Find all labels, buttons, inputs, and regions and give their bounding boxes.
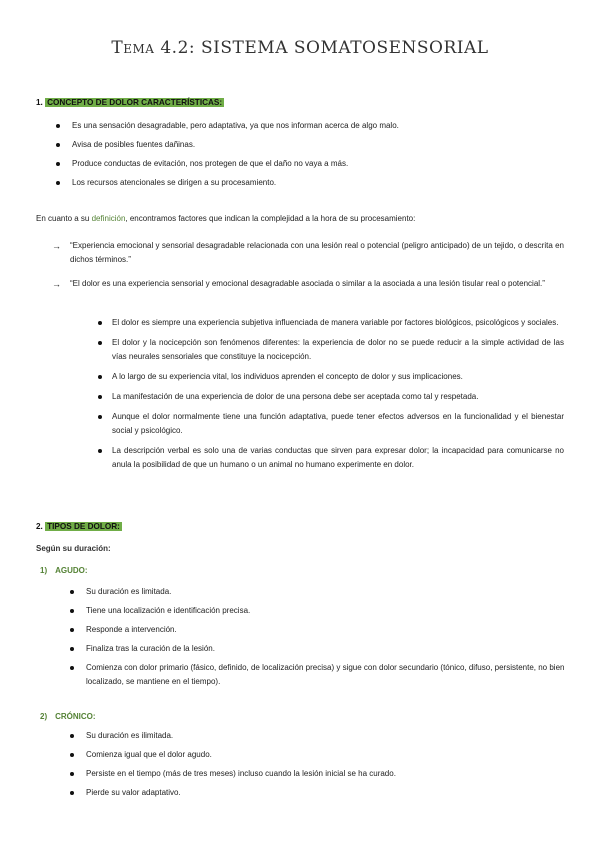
list-item: El dolor es siempre una experiencia subjetiva influenciada de manera variable por factores biológicos, psicológicos y sociales.	[96, 316, 564, 330]
chronic-number: 2)	[40, 712, 48, 721]
list-item: La descripción verbal es solo una de varias conductas que sirven para expresar dolor; la incapacidad para comunicarse no anula la posibilidad de que un humano o un animal no humano experimente en dolor.	[96, 444, 564, 472]
list-item: Produce conductas de evitación, nos protegen de que el daño no vaya a más.	[48, 157, 568, 171]
intro-text-before: En cuanto a su	[36, 214, 92, 223]
list-item: Avisa de posibles fuentes dañinas.	[48, 138, 568, 152]
section-2-title: TIPOS DE DOLOR:	[47, 522, 120, 531]
list-item: Persiste en el tiempo (más de tres meses) incluso cuando la lesión inicial se ha curado.	[66, 767, 566, 781]
list-item: El dolor y la nocicepción son fenómenos diferentes: la experiencia de dolor no se puede reducir a la simple actividad de las vías neurales sensoriales que constituye la nocicepción.	[96, 336, 564, 364]
section-2-subtitle: Según su duración:	[36, 544, 111, 553]
list-item: Su duración es limitada.	[66, 585, 566, 599]
list-item: Comienza igual que el dolor agudo.	[66, 748, 566, 762]
definition-text: “El dolor es una experiencia sensorial y emocional desagradable asociada o similar a la asociada a una lesión tisular real o potencial.”	[70, 279, 545, 288]
acute-bullet-list	[66, 585, 566, 694]
definition-list	[52, 239, 564, 301]
definition-item	[52, 239, 564, 267]
definition-intro	[36, 212, 566, 226]
page-title: Tema 4.2: SISTEMA SOMATOSENSORIAL	[111, 38, 489, 58]
list-item: Los recursos atencionales se dirigen a su procesamiento.	[48, 176, 568, 190]
acute-label: AGUDO:	[55, 566, 88, 575]
section-1-title: CONCEPTO DE DOLOR CARACTERÍSTICAS:	[47, 98, 223, 107]
list-item: Comienza con dolor primario (fásico, definido, de localización precisa) y sigue con dolor secundario (tónico, difuso, persistente, no bien localizado, se mantiene en el tiempo).	[66, 661, 566, 689]
list-item: Su duración es ilimitada.	[66, 729, 566, 743]
chronic-heading	[40, 712, 96, 721]
arrow-icon: →	[52, 279, 61, 289]
arrow-icon: →	[52, 241, 61, 251]
section-1-number: 1.	[36, 98, 43, 107]
list-item: Pierde su valor adaptativo.	[66, 786, 566, 800]
list-item: La manifestación de una experiencia de dolor de una persona debe ser aceptada como tal y respetada.	[96, 390, 564, 404]
acute-heading	[40, 566, 88, 575]
definition-text: “Experiencia emocional y sensorial desagradable relacionada con una lesión real o potencial (peligro anticipado) de un tejido, o descrita en dichos términos.”	[70, 241, 564, 264]
list-item: Finaliza tras la curación de la lesión.	[66, 642, 566, 656]
list-item: Responde a intervención.	[66, 623, 566, 637]
intro-text-after: , encontramos factores que indican la complejidad a la hora de su procesamiento:	[125, 214, 416, 223]
chronic-label: CRÓNICO:	[55, 712, 96, 721]
section-1-bullet-list	[48, 119, 568, 195]
list-item: A lo largo de su experiencia vital, los individuos aprenden el concepto de dolor y sus implicaciones.	[96, 370, 564, 384]
list-item: Tiene una localización e identificación precisa.	[66, 604, 566, 618]
list-item: Es una sensación desagradable, pero adaptativa, ya que nos informan acerca de algo malo.	[48, 119, 568, 133]
section-1-heading	[36, 98, 224, 107]
definition-keyword: definición	[91, 214, 126, 223]
list-item: Aunque el dolor normalmente tiene una función adaptativa, puede tener efectos adversos en la funcionalidad y el bienestar social y psicológico.	[96, 410, 564, 438]
chronic-bullet-list	[66, 729, 566, 805]
section-2-number: 2.	[36, 522, 43, 531]
definition-item	[52, 277, 564, 291]
definition-sub-bullet-list	[96, 316, 564, 478]
section-2-heading	[36, 522, 122, 531]
acute-number: 1)	[40, 566, 48, 575]
